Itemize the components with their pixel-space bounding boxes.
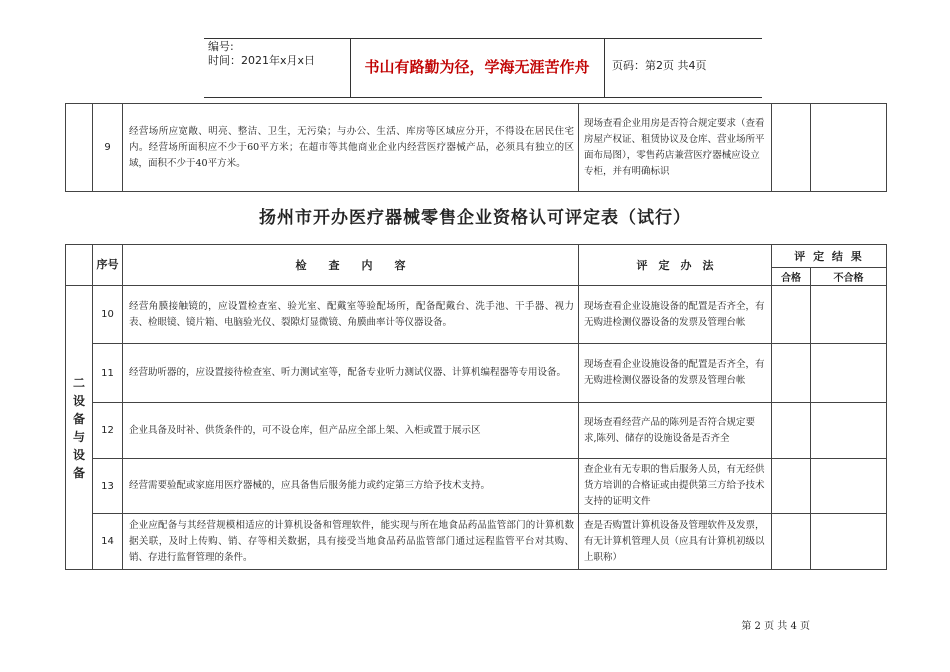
header-method: 评 定 办 法 <box>579 245 772 286</box>
fail-cell <box>811 403 887 459</box>
fail-cell <box>811 286 887 344</box>
table-row <box>66 104 887 192</box>
evaluation-method: 现场查看经营产品的陈列是否符合规定要求,陈列、储存的设施设备是否齐全 <box>579 403 772 459</box>
table-row <box>66 459 887 514</box>
fail-cell <box>811 459 887 514</box>
header-content: 检 查 内 容 <box>123 245 579 286</box>
pass-cell <box>772 104 811 192</box>
fail-cell <box>811 344 887 403</box>
table-row <box>66 514 887 570</box>
fail-cell <box>811 514 887 570</box>
evaluation-method: 现场查看企业用房是否符合规定要求（查看房屋产权证、租赁协议及仓库、营业场所平面布局图），零售药店兼营医疗器械应设立专柜，并有明确标识 <box>579 104 772 192</box>
header-result: 评 定 结 果 <box>772 245 887 268</box>
evaluation-method: 现场查看企业设施设备的配置是否齐全，有无购进检测仪器设备的发票及管理台帐 <box>579 286 772 344</box>
category-text: 二设备与设备 <box>72 375 85 480</box>
table-row <box>66 286 887 344</box>
code-label: 编号: <box>208 40 234 53</box>
check-content: 企业应配备与其经营规模相适应的计算机设备和管理软件，能实现与所在地食品药品监管部门的计算机数据关联，及时上传购、销、存等相关数据，具有接受当地食品药品监管部门通过远程监管平台对其购、销、存进行监督管理的条件。 <box>123 514 579 570</box>
table-row <box>66 344 887 403</box>
check-content: 经营角膜接触镜的，应设置检查室、验光室、配戴室等验配场所，配备配戴台、洗手池、干手器、视力表、检眼镜、镜片箱、电脑验光仪、裂隙灯显微镜、角膜曲率计等仪器设备。 <box>123 286 579 344</box>
table-header-row <box>66 245 887 268</box>
evaluation-method: 查是否购置计算机设备及管理软件及发票，有无计算机管理人员（应具有计算机初级以上职称） <box>579 514 772 570</box>
category-label <box>66 286 93 570</box>
check-content: 经营场所应宽敞、明亮、整洁、卫生，无污染；与办公、生活、库房等区域应分开，不得设在居民住宅内。经营场所面积应不少于60平方米；在超市等其他商业企业内经营医疗器械产品，必须具有独立的区域，面积不少于40平方米。 <box>123 104 579 192</box>
header-bottom-rule <box>204 97 762 98</box>
pass-cell <box>772 459 811 514</box>
row-number: 11 <box>93 344 123 403</box>
header-number: 序号 <box>93 245 123 286</box>
page-header <box>204 38 762 98</box>
page-footer: 第 2 页 共 4 页 <box>741 621 810 632</box>
check-content: 经营需要验配或家庭用医疗器械的，应具备售后服务能力或约定第三方给予技术支持。 <box>123 459 579 514</box>
pass-cell <box>772 344 811 403</box>
header-fail: 不合格 <box>811 268 887 286</box>
header-divider-right <box>604 38 605 98</box>
check-content: 企业具备及时补、供货条件的，可不设仓库，但产品应全部上架、入柜或置于展示区 <box>123 403 579 459</box>
check-content: 经营助听器的，应设置接待检查室、听力测试室等，配备专业听力测试仪器、计算机编程器等专用设备。 <box>123 344 579 403</box>
row-number: 13 <box>93 459 123 514</box>
row-number: 12 <box>93 403 123 459</box>
previous-table-fragment <box>65 103 887 192</box>
evaluation-method: 查企业有无专职的售后服务人员，有无经供货方培训的合格证或由提供第三方给予技术支持的证明文件 <box>579 459 772 514</box>
row-number: 14 <box>93 514 123 570</box>
page-info: 页码：第2页 共4页 <box>612 59 707 72</box>
table-row <box>66 403 887 459</box>
pass-cell <box>772 286 811 344</box>
evaluation-method: 现场查看企业设施设备的配置是否齐全，有无购进检测仪器设备的发票及管理台帐 <box>579 344 772 403</box>
pass-cell <box>772 403 811 459</box>
header-top-rule <box>204 38 762 39</box>
row-number: 10 <box>93 286 123 344</box>
pass-cell <box>772 514 811 570</box>
time-label: 时间：2021年x月x日 <box>208 54 316 67</box>
fail-cell <box>811 104 887 192</box>
header-category-cell <box>66 245 93 286</box>
page-title: 扬州市开办医疗器械零售企业资格认可评定表（试行） <box>259 208 691 228</box>
row-number: 9 <box>93 104 123 192</box>
evaluation-table <box>65 244 887 570</box>
header-pass: 合格 <box>772 268 811 286</box>
header-motto: 书山有路勤为径，学海无涯苦作舟 <box>364 58 590 76</box>
category-cell-empty <box>66 104 93 192</box>
